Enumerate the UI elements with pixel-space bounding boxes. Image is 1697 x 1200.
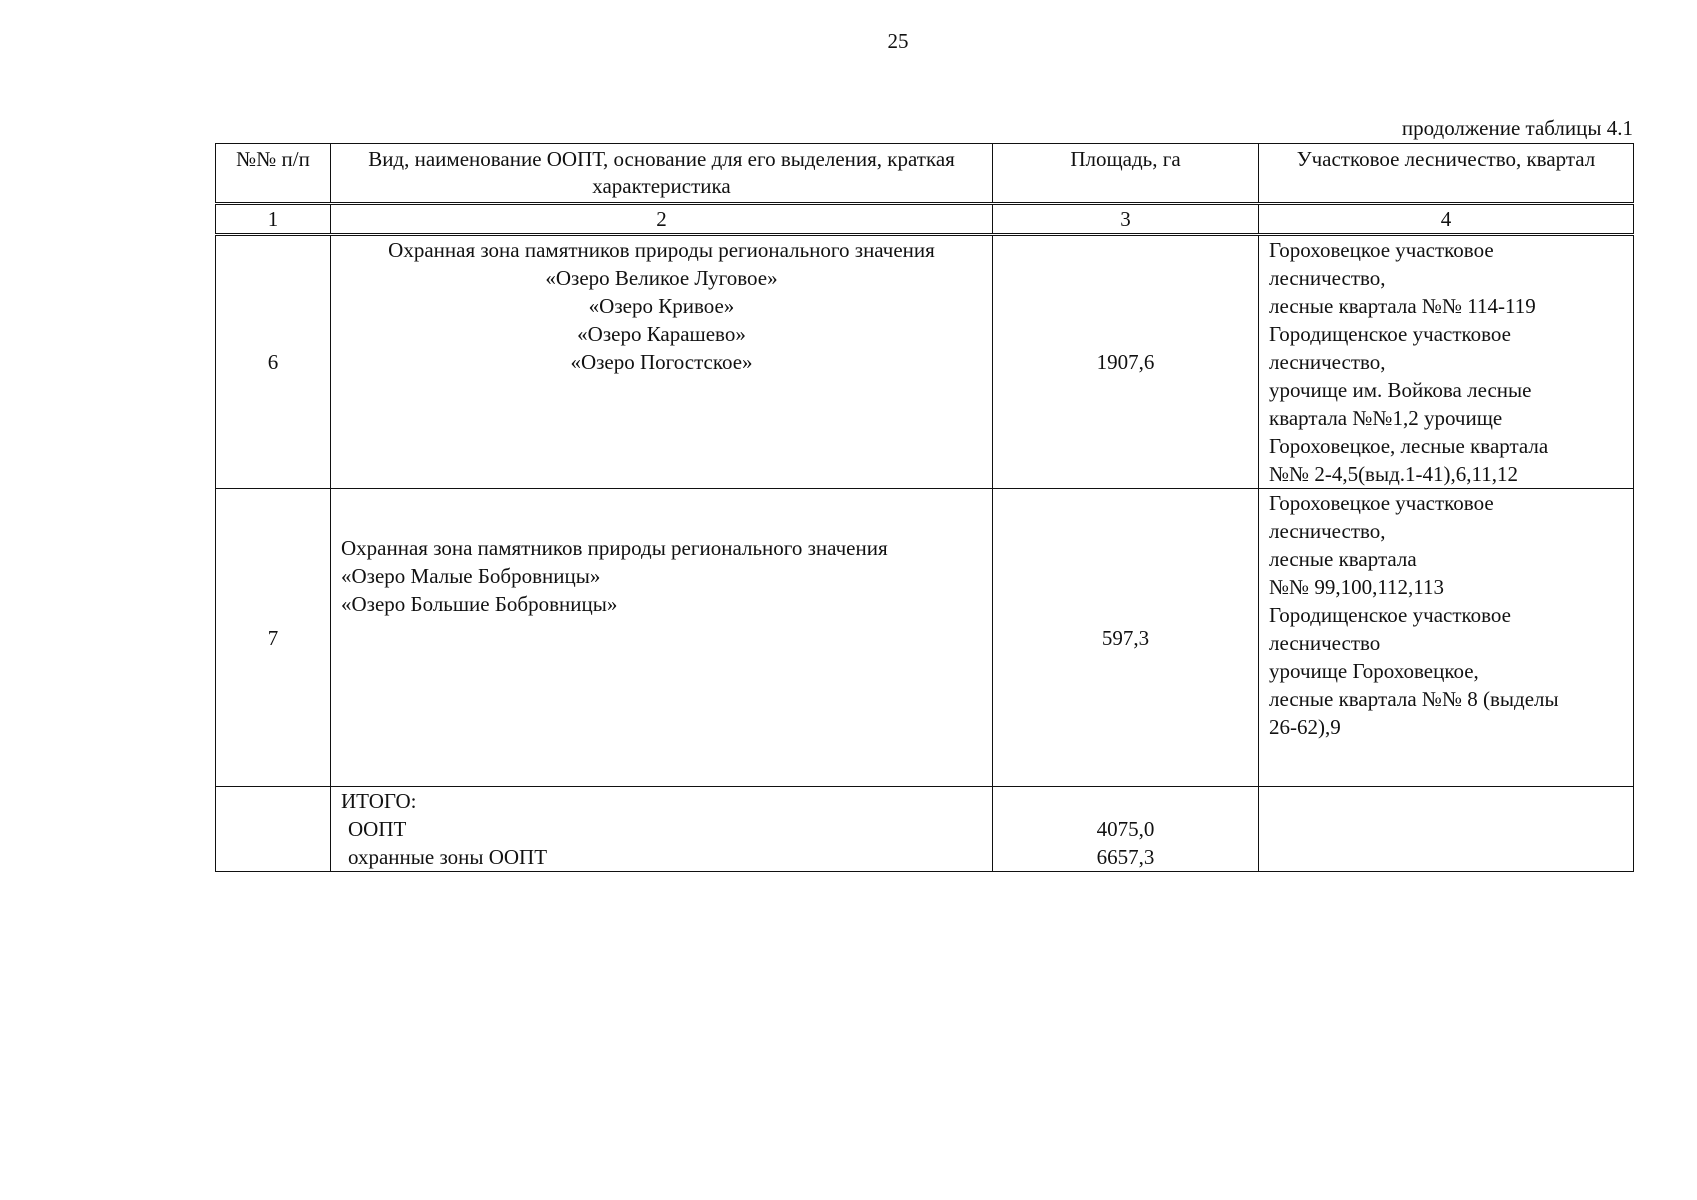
forestry-line: Городищенское участковое bbox=[1269, 322, 1511, 346]
header-number: №№ п/п bbox=[216, 144, 331, 204]
total-item-area: 4075,0 bbox=[1096, 817, 1155, 841]
table-row bbox=[216, 235, 1634, 489]
oopt-name-line: «Озеро Великое Луговое» bbox=[545, 266, 778, 290]
column-index: 1 bbox=[216, 204, 331, 235]
oopt-name-line: Охранная зона памятников природы регионального значения bbox=[388, 238, 935, 262]
total-item-area: 6657,3 bbox=[1096, 845, 1155, 869]
forestry-line: лесные квартала №№ 8 (выделы bbox=[1269, 687, 1559, 711]
oopt-name-line: «Озеро Кривое» bbox=[588, 294, 735, 318]
oopt-name-line: «Озеро Погостское» bbox=[570, 350, 753, 374]
forestry-line: №№ 2-4,5(выд.1-41),6,11,12 bbox=[1269, 462, 1518, 486]
total-label: ИТОГО: bbox=[341, 789, 417, 813]
forestry-line: лесничество, bbox=[1269, 519, 1386, 543]
oopt-name-line: «Озеро Малые Бобровницы» bbox=[341, 564, 601, 588]
forestry-line: Гороховецкое участковое bbox=[1269, 491, 1494, 515]
forestry-line: Гороховецкое, лесные квартала bbox=[1269, 434, 1549, 458]
total-item-name: ООПТ bbox=[348, 817, 407, 841]
forestry-cell bbox=[1259, 235, 1634, 489]
row-number: 6 bbox=[216, 235, 331, 489]
forestry-line: урочище им. Войкова лесные bbox=[1269, 378, 1532, 402]
forestry-line: 26-62),9 bbox=[1269, 715, 1341, 739]
column-index-row bbox=[216, 204, 1634, 235]
column-index: 4 bbox=[1259, 204, 1634, 235]
forestry-line: №№ 99,100,112,113 bbox=[1269, 575, 1445, 599]
total-name-cell bbox=[331, 787, 993, 872]
total-item-name: охранные зоны ООПТ bbox=[348, 845, 548, 869]
total-row bbox=[216, 787, 1634, 872]
table-continuation-label: продолжение таблицы 4.1 bbox=[1401, 116, 1633, 140]
area-cell: 1907,6 bbox=[993, 235, 1259, 489]
oopt-name-line: Охранная зона памятников природы регионального значения bbox=[341, 536, 888, 560]
forestry-line: лесничество bbox=[1269, 631, 1381, 655]
column-index: 3 bbox=[993, 204, 1259, 235]
table-header-row bbox=[216, 144, 1634, 204]
header-name: Вид, наименование ООПТ, основание для его выделения, краткая характеристика bbox=[331, 144, 993, 204]
column-index: 2 bbox=[331, 204, 993, 235]
forestry-line: лесные квартала bbox=[1269, 547, 1417, 571]
forestry-line: лесничество, bbox=[1269, 350, 1386, 374]
oopt-name-line: «Озеро Карашево» bbox=[577, 322, 746, 346]
forestry-cell bbox=[1259, 489, 1634, 787]
oopt-table bbox=[215, 143, 1634, 872]
forestry-line: Городищенское участковое bbox=[1269, 603, 1511, 627]
oopt-name-line: «Озеро Большие Бобровницы» bbox=[341, 592, 618, 616]
forestry-line: квартала №№1,2 урочище bbox=[1269, 406, 1503, 430]
forestry-line: лесные квартала №№ 114-119 bbox=[1269, 294, 1536, 318]
row-number: 7 bbox=[216, 489, 331, 787]
total-area-cell bbox=[993, 787, 1259, 872]
forestry-line: Гороховецкое участковое bbox=[1269, 238, 1494, 262]
forestry-line: лесничество, bbox=[1269, 266, 1386, 290]
total-forestry-cell bbox=[1259, 787, 1634, 872]
oopt-name-cell bbox=[331, 235, 993, 489]
forestry-line: урочище Гороховецкое, bbox=[1269, 659, 1479, 683]
table-row bbox=[216, 489, 1634, 787]
oopt-name-cell bbox=[331, 489, 993, 787]
page-number: 25 bbox=[887, 29, 909, 53]
header-forestry: Участковое лесничество, квартал bbox=[1259, 144, 1634, 204]
total-number-cell bbox=[216, 787, 331, 872]
area-cell: 597,3 bbox=[993, 489, 1259, 787]
header-area: Площадь, га bbox=[993, 144, 1259, 204]
